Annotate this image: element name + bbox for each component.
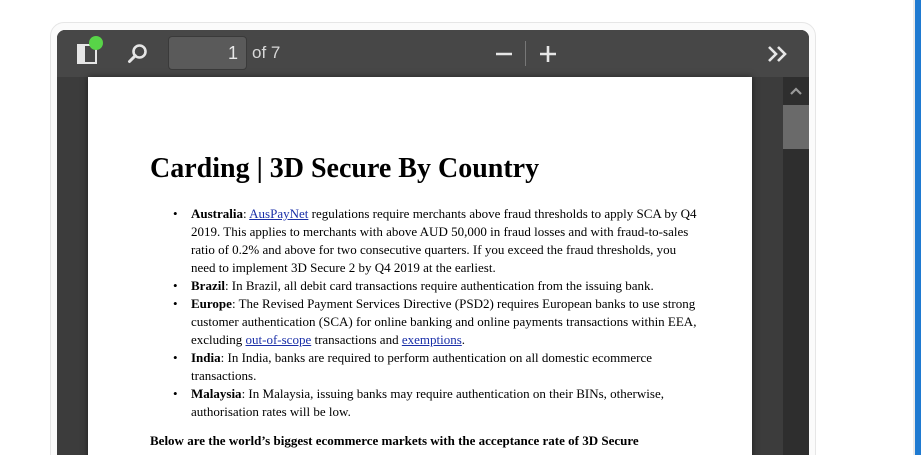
- country-name: India: [191, 350, 221, 365]
- chevron-up-icon: [789, 86, 803, 96]
- notification-dot: [89, 36, 103, 50]
- list-text: : In India, banks are required to perform authentication on all domestic ecommerce transactions.: [191, 350, 653, 383]
- search-icon: [127, 43, 149, 65]
- list-item-australia: [171, 205, 701, 277]
- vertical-scrollbar[interactable]: [783, 77, 809, 455]
- market-intro-paragraph: Below are the world’s biggest ecommerce markets with the acceptance rate of 3D Secure: [150, 433, 639, 448]
- country-name: Australia: [191, 206, 243, 221]
- country-name: Brazil: [191, 278, 225, 293]
- list-item-india: [171, 349, 701, 385]
- scroll-up-button[interactable]: [783, 79, 809, 103]
- scrollbar-thumb[interactable]: [783, 105, 809, 149]
- exemptions-link[interactable]: exemptions: [401, 332, 462, 347]
- country-name: Malaysia: [191, 386, 242, 401]
- document-title: Carding | 3D Secure By Country: [150, 153, 540, 184]
- pdf-toolbar: [57, 30, 809, 77]
- auspaynet-link[interactable]: AusPayNet: [249, 206, 309, 221]
- minus-icon: [495, 45, 513, 63]
- country-name: Europe: [191, 296, 232, 311]
- list-text: : In Malaysia, issuing banks may require authentication on their BINs, otherwise, authorisation rates will be low.: [191, 386, 664, 419]
- out-of-scope-link[interactable]: out-of-scope: [245, 332, 312, 347]
- page-count-label: of 7: [252, 43, 281, 62]
- pdf-viewer: [57, 30, 809, 455]
- zoom-out-button[interactable]: [490, 39, 518, 69]
- more-tools-button[interactable]: [762, 39, 794, 69]
- plus-icon: [539, 45, 557, 63]
- list-text: transactions and: [311, 332, 402, 347]
- list-item-europe: [171, 295, 701, 349]
- list-text: .: [461, 332, 466, 347]
- window-edge-divider: [913, 0, 915, 455]
- document-page: [88, 77, 752, 455]
- list-text: : In Brazil, all debit card transactions require authentication from the issuing bank.: [224, 278, 654, 293]
- search-button[interactable]: [122, 39, 154, 69]
- double-chevron-right-icon: [766, 44, 790, 64]
- list-item-brazil: [171, 277, 701, 295]
- zoom-in-button[interactable]: [534, 39, 562, 69]
- list-text: : The Revised Payment Services Directive (PSD2) requires European banks to use strong customer authentication (SCA) for online banking and online payments transactions within EEA, excluding: [191, 296, 697, 347]
- list-item-malaysia: [171, 385, 701, 421]
- document-scroll-area[interactable]: [57, 77, 809, 455]
- zoom-divider: [525, 41, 526, 66]
- list-text: regulations require merchants above fraud thresholds to apply SCA by Q4 2019. This applies to merchants with above AUD 50,000 in fraud losses and with fraud-to-sales ratio of 0.2% and above for two consecutive quarters. If you exceed the fraud thresholds, you need to implement 3D Secure 2 by Q4 2019 at the earliest.: [191, 206, 697, 275]
- country-list: [171, 205, 701, 421]
- list-text: :: [243, 206, 250, 221]
- page-number-input[interactable]: [168, 36, 247, 70]
